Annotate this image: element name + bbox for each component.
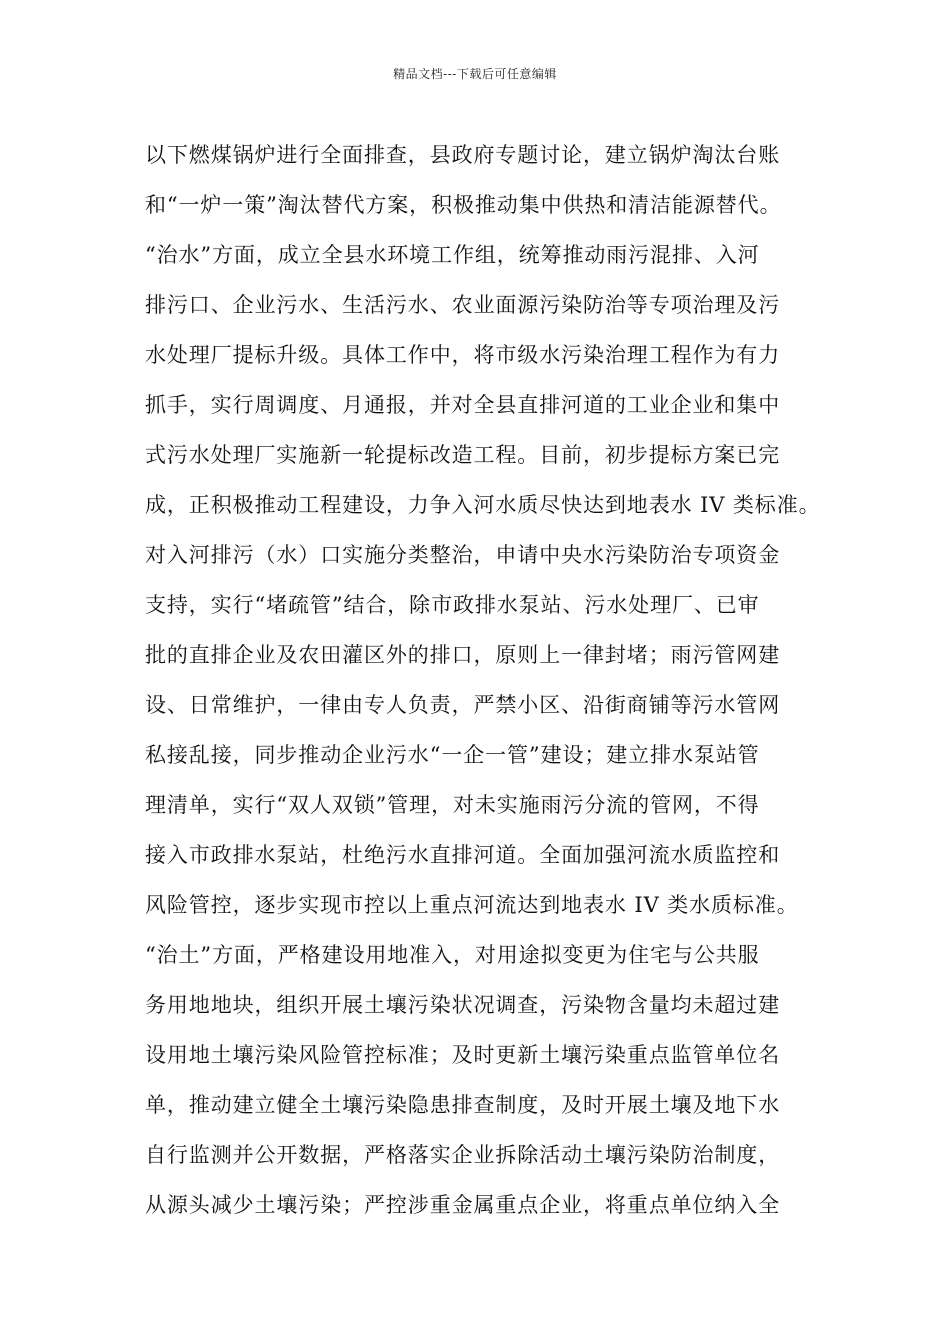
body-line-21: 自行监测并公开数据，严格落实企业拆除活动土壤污染防治制度， — [145, 1143, 781, 1167]
document-body — [145, 130, 825, 1230]
body-line-12: 设、日常维护，一律由专人负责，严禁小区、沿街商铺等污水管网 — [145, 693, 781, 717]
body-line-15: 接入市政排水泵站，杜绝污水直排河道。全面加强河流水质监控和 — [145, 843, 781, 867]
body-line-19: 设用地土壤污染风险管控标准；及时更新土壤污染重点监管单位名 — [145, 1043, 781, 1067]
body-line-18: 务用地地块，组织开展土壤污染状况调查，污染物含量均未超过建 — [145, 993, 781, 1017]
body-line-6: 抓手，实行周调度、月通报，并对全县直排河道的工业企业和集中 — [145, 393, 781, 417]
body-line-20: 单，推动建立健全土壤污染隐患排查制度，及时开展土壤及地下水 — [145, 1093, 781, 1117]
body-line-22: 从源头减少土壤污染；严控涉重金属重点企业，将重点单位纳入全 — [145, 1193, 781, 1217]
body-line-7: 式污水处理厂实施新一轮提标改造工程。目前，初步提标方案已完 — [145, 443, 781, 467]
body-line-2: 和“一炉一策”淘汰替代方案，积极推动集中供热和清洁能源替代。 — [145, 193, 782, 217]
page-header: 精品文档---下载后可任意编辑 — [393, 67, 557, 81]
body-line-5: 水处理厂提标升级。具体工作中，将市级水污染治理工程作为有力 — [145, 343, 781, 367]
body-line-1: 以下燃煤锅炉进行全面排查，县政府专题讨论，建立锅炉淘汰台账 — [145, 143, 781, 167]
body-line-11: 批的直排企业及农田灌区外的排口，原则上一律封堵；雨污管网建 — [145, 643, 781, 667]
body-line-3: “治水”方面，成立全县水环境工作组，统筹推动雨污混排、入河 — [145, 243, 760, 267]
body-line-14: 理清单，实行“双人双锁”管理，对未实施雨污分流的管网，不得 — [145, 793, 760, 817]
body-line-9: 对入河排污（水）口实施分类整治，申请中央水污染防治专项资金 — [145, 543, 781, 567]
body-line-10: 支持，实行“堵疏管”结合，除市政排水泵站、污水处理厂、已审 — [145, 593, 760, 617]
body-line-4: 排污口、企业污水、生活污水、农业面源污染防治等专项治理及污 — [145, 293, 781, 317]
body-line-17: “治土”方面，严格建设用地准入，对用途拟变更为住宅与公共服 — [145, 943, 760, 967]
body-line-13: 私接乱接，同步推动企业污水“一企一管”建设；建立排水泵站管 — [145, 743, 760, 767]
body-line-16: 风险管控，逐步实现市控以上重点河流达到地表水 IV 类水质标准。 — [145, 893, 799, 917]
body-line-8: 成，正积极推动工程建设，力争入河水质尽快达到地表水 IV 类标准。 — [145, 493, 821, 517]
